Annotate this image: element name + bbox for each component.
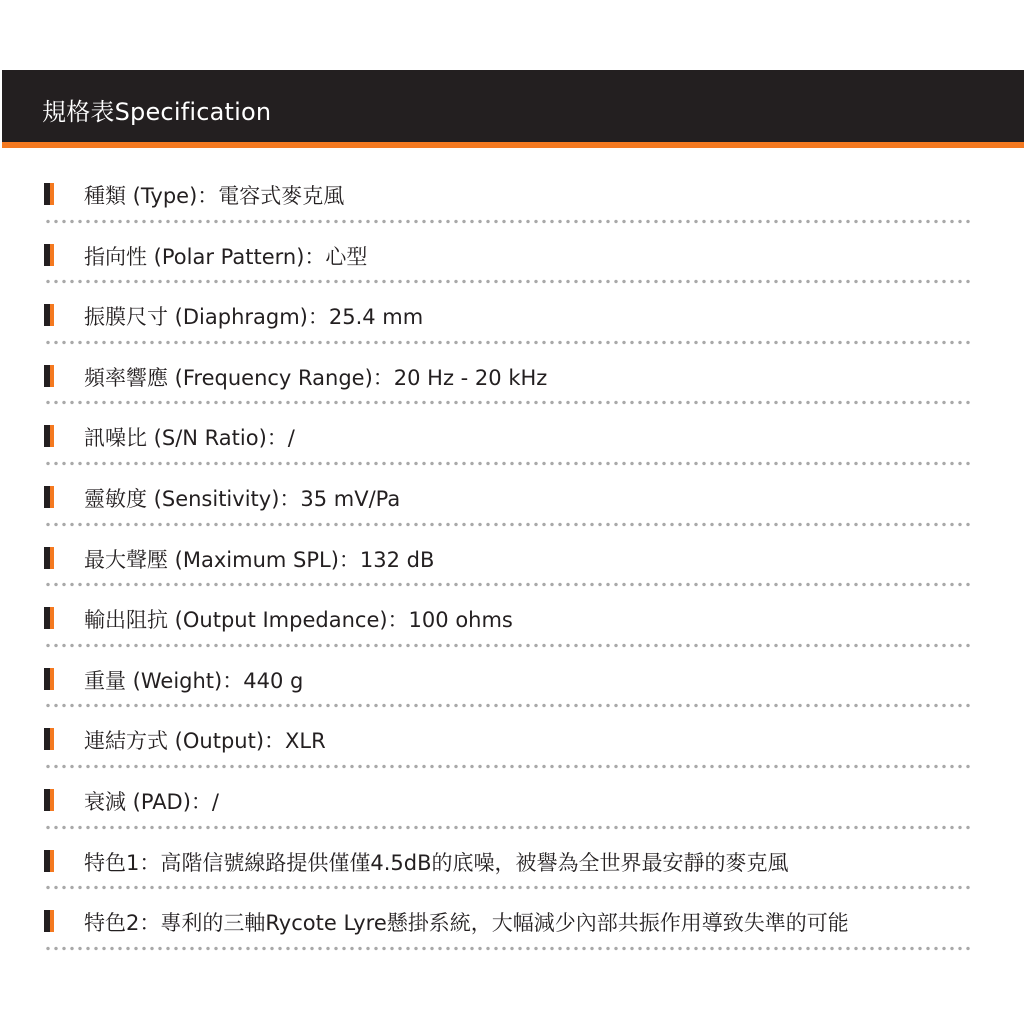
spec-text: 衰減 (PAD)：/ (84, 789, 219, 814)
spec-row-output-impedance (44, 590, 974, 651)
dotted-divider (44, 461, 974, 466)
bullet-marker-icon (44, 668, 54, 690)
spec-text: 振膜尺寸 (Diaphragm)：25.4 mm (84, 305, 424, 330)
spec-row-sn-ratio (44, 408, 974, 469)
dotted-divider (44, 946, 974, 951)
dotted-divider (44, 764, 974, 769)
spec-row-type (44, 166, 974, 227)
dotted-divider (44, 825, 974, 830)
spec-text: 頻率響應 (Frequency Range)：20 Hz - 20 kHz (84, 365, 548, 390)
dotted-divider (44, 400, 974, 405)
spec-row-polar-pattern (44, 227, 974, 288)
bullet-marker-icon (44, 486, 54, 508)
spec-text: 特色1：高階信號線路提供僅僅4.5dB的底噪，被譽為全世界最安靜的麥克風 (84, 850, 789, 875)
spec-text: 輸出阻抗 (Output Impedance)：100 ohms (84, 608, 513, 633)
spec-row-max-spl (44, 530, 974, 591)
dotted-divider (44, 279, 974, 284)
spec-list (44, 166, 974, 954)
bullet-marker-icon (44, 789, 54, 811)
spec-header-bar (2, 70, 1024, 148)
spec-text: 重量 (Weight)：440 g (84, 668, 304, 693)
spec-row-feature-2 (44, 893, 974, 954)
spec-text: 靈敏度 (Sensitivity)：35 mV/Pa (84, 486, 401, 511)
bullet-marker-icon (44, 244, 54, 266)
dotted-divider (44, 643, 974, 648)
spec-text: 指向性 (Polar Pattern)：心型 (84, 244, 368, 269)
spec-text: 最大聲壓 (Maximum SPL)：132 dB (84, 547, 435, 572)
spec-text: 特色2：專利的三軸Rycote Lyre懸掛系統，大幅減少內部共振作用導致失準的可能 (84, 911, 849, 936)
spec-row-pad (44, 772, 974, 833)
bullet-marker-icon (44, 547, 54, 569)
spec-text: 種類 (Type)：電容式麥克風 (84, 184, 345, 208)
spec-row-output (44, 711, 974, 772)
bullet-marker-icon (44, 850, 54, 872)
spec-text: 訊噪比 (S/N Ratio)：/ (84, 426, 295, 451)
dotted-divider (44, 582, 974, 587)
bullet-marker-icon (44, 607, 54, 629)
bullet-marker-icon (44, 425, 54, 447)
dotted-divider (44, 885, 974, 890)
dotted-divider (44, 340, 974, 345)
dotted-divider (44, 219, 974, 224)
bullet-marker-icon (44, 728, 54, 750)
bullet-marker-icon (44, 304, 54, 326)
spec-row-frequency-range (44, 348, 974, 409)
spec-row-feature-1 (44, 833, 974, 894)
bullet-marker-icon (44, 365, 54, 387)
spec-text: 連結方式 (Output)：XLR (84, 729, 326, 754)
page-title: 規格表Specification (42, 98, 272, 126)
dotted-divider (44, 703, 974, 708)
spec-row-diaphragm (44, 287, 974, 348)
bullet-marker-icon (44, 183, 54, 205)
spec-row-sensitivity (44, 469, 974, 530)
spec-row-weight (44, 651, 974, 712)
bullet-marker-icon (44, 910, 54, 932)
dotted-divider (44, 522, 974, 527)
